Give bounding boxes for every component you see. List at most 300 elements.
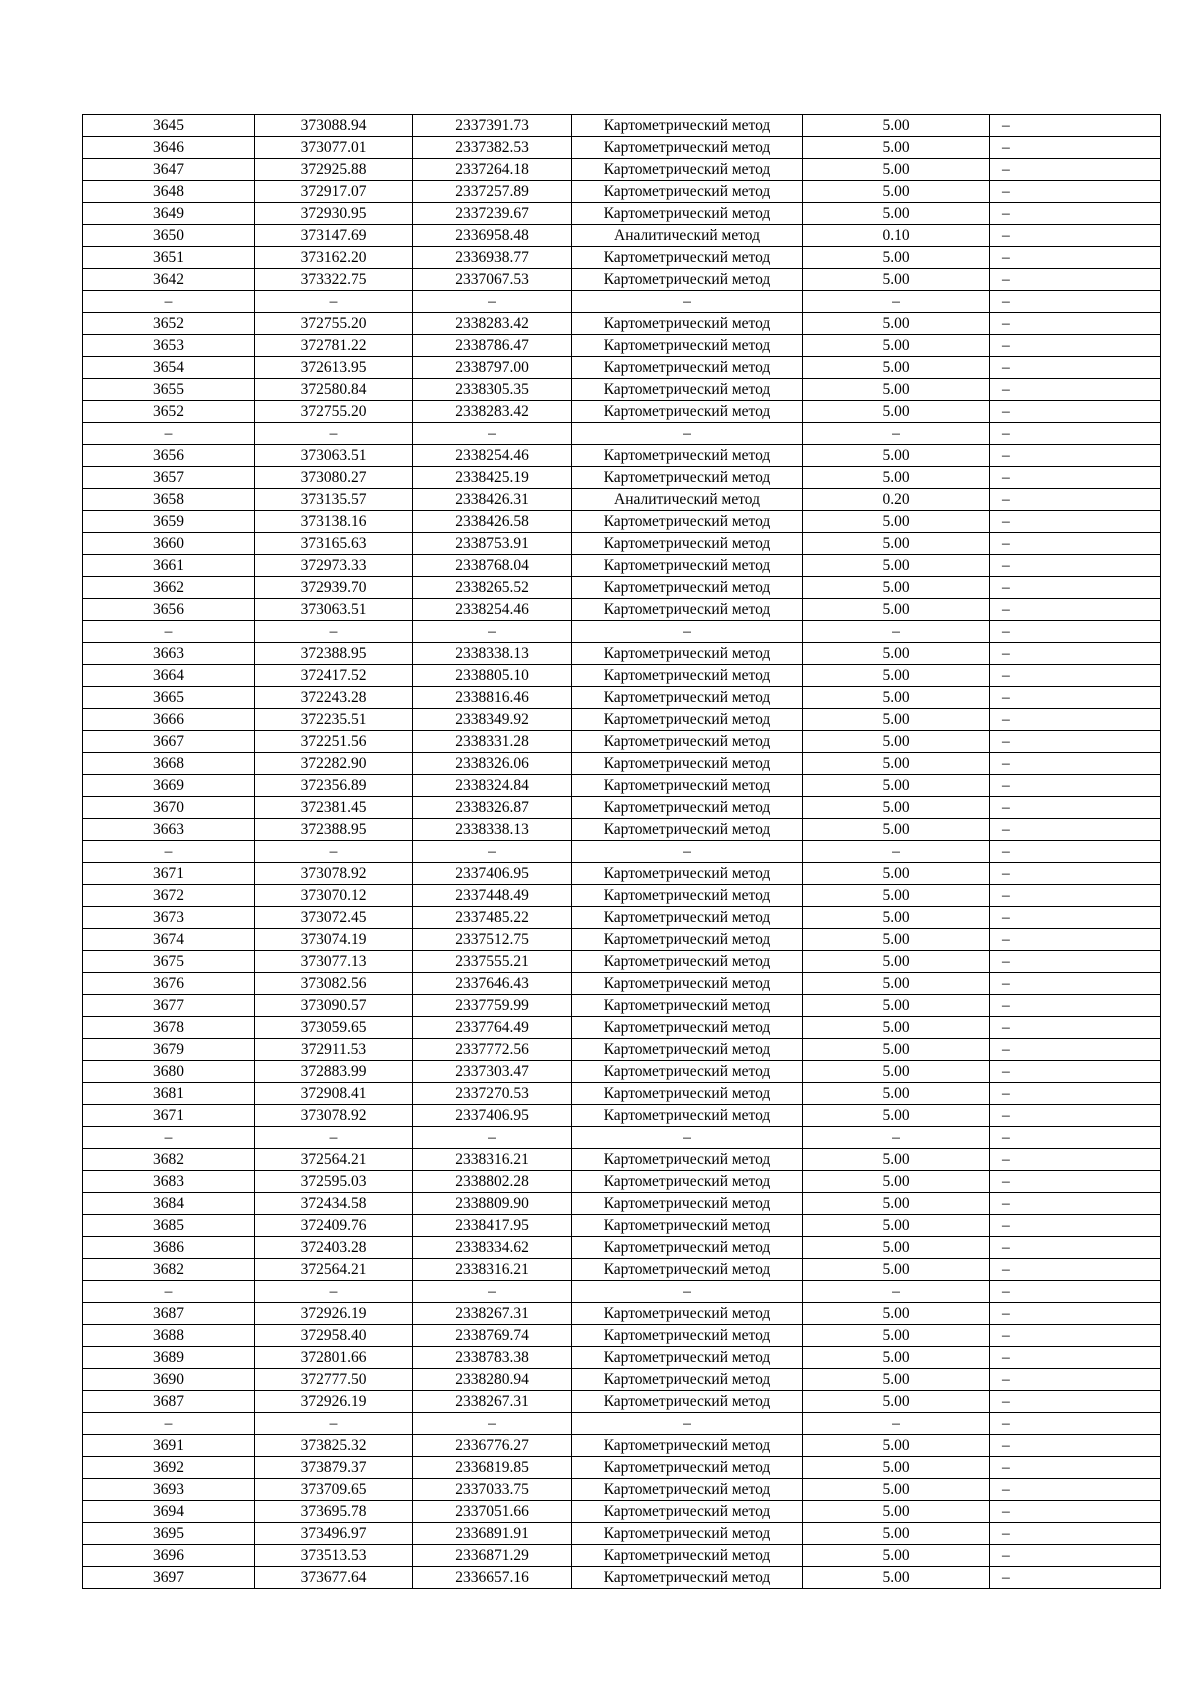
x-coordinate-cell: 373825.32 <box>255 1435 413 1457</box>
accuracy-cell: 5.00 <box>803 1435 990 1457</box>
method-cell: Картометрический метод <box>572 1347 803 1369</box>
table-row <box>83 1237 1161 1259</box>
note-cell: – <box>990 951 1161 973</box>
y-coordinate-cell: 2338316.21 <box>413 1149 572 1171</box>
method-cell: Картометрический метод <box>572 159 803 181</box>
x-coordinate-cell: 372595.03 <box>255 1171 413 1193</box>
accuracy-cell: 5.00 <box>803 1017 990 1039</box>
note-cell: – <box>990 423 1161 445</box>
y-coordinate-cell: 2338816.46 <box>413 687 572 709</box>
method-cell: Аналитический метод <box>572 225 803 247</box>
note-cell: – <box>990 819 1161 841</box>
point-number-cell: 3674 <box>83 929 255 951</box>
table-row <box>83 445 1161 467</box>
method-cell: Картометрический метод <box>572 687 803 709</box>
point-number-cell: 3668 <box>83 753 255 775</box>
accuracy-cell: 5.00 <box>803 115 990 137</box>
point-number-cell: 3672 <box>83 885 255 907</box>
table-row <box>83 159 1161 181</box>
point-number-cell: 3694 <box>83 1501 255 1523</box>
note-cell: – <box>990 225 1161 247</box>
y-coordinate-cell: 2337646.43 <box>413 973 572 995</box>
accuracy-cell: 5.00 <box>803 1369 990 1391</box>
method-cell: Картометрический метод <box>572 709 803 731</box>
x-coordinate-cell: 372755.20 <box>255 313 413 335</box>
y-coordinate-cell: – <box>413 291 572 313</box>
table-row <box>83 511 1161 533</box>
accuracy-cell: – <box>803 1413 990 1435</box>
method-cell: Картометрический метод <box>572 951 803 973</box>
note-cell: – <box>990 577 1161 599</box>
note-cell: – <box>990 181 1161 203</box>
method-cell: Картометрический метод <box>572 885 803 907</box>
x-coordinate-cell: 372777.50 <box>255 1369 413 1391</box>
x-coordinate-cell: 373496.97 <box>255 1523 413 1545</box>
y-coordinate-cell: 2337406.95 <box>413 863 572 885</box>
note-cell: – <box>990 1017 1161 1039</box>
x-coordinate-cell: 372930.95 <box>255 203 413 225</box>
method-cell: Картометрический метод <box>572 379 803 401</box>
method-cell: Картометрический метод <box>572 863 803 885</box>
x-coordinate-cell: – <box>255 1281 413 1303</box>
x-coordinate-cell: 373513.53 <box>255 1545 413 1567</box>
table-row <box>83 1435 1161 1457</box>
point-number-cell: – <box>83 1413 255 1435</box>
y-coordinate-cell: 2338786.47 <box>413 335 572 357</box>
point-number-cell: 3687 <box>83 1391 255 1413</box>
accuracy-cell: 5.00 <box>803 951 990 973</box>
accuracy-cell: 5.00 <box>803 599 990 621</box>
method-cell: Картометрический метод <box>572 599 803 621</box>
table-row <box>83 357 1161 379</box>
accuracy-cell: 5.00 <box>803 1259 990 1281</box>
x-coordinate-cell: 373072.45 <box>255 907 413 929</box>
accuracy-cell: 5.00 <box>803 1325 990 1347</box>
point-number-cell: 3695 <box>83 1523 255 1545</box>
method-cell: Картометрический метод <box>572 1083 803 1105</box>
accuracy-cell: 5.00 <box>803 1501 990 1523</box>
accuracy-cell: 5.00 <box>803 533 990 555</box>
method-cell: Картометрический метод <box>572 203 803 225</box>
y-coordinate-cell: 2338324.84 <box>413 775 572 797</box>
method-cell: – <box>572 1413 803 1435</box>
y-coordinate-cell: 2338331.28 <box>413 731 572 753</box>
point-number-cell: 3642 <box>83 269 255 291</box>
point-number-cell: 3655 <box>83 379 255 401</box>
point-number-cell: 3648 <box>83 181 255 203</box>
y-coordinate-cell: – <box>413 1281 572 1303</box>
point-number-cell: 3662 <box>83 577 255 599</box>
accuracy-cell: 5.00 <box>803 731 990 753</box>
accuracy-cell: 5.00 <box>803 159 990 181</box>
table-row <box>83 313 1161 335</box>
accuracy-cell: 5.00 <box>803 555 990 577</box>
y-coordinate-cell: 2336776.27 <box>413 1435 572 1457</box>
method-cell: Картометрический метод <box>572 929 803 951</box>
point-number-cell: 3646 <box>83 137 255 159</box>
table-row <box>83 1347 1161 1369</box>
accuracy-cell: – <box>803 423 990 445</box>
table-row <box>83 1567 1161 1589</box>
x-coordinate-cell: 373078.92 <box>255 863 413 885</box>
point-number-cell: 3680 <box>83 1061 255 1083</box>
accuracy-cell: 5.00 <box>803 665 990 687</box>
point-number-cell: 3692 <box>83 1457 255 1479</box>
x-coordinate-cell: 373077.13 <box>255 951 413 973</box>
note-cell: – <box>990 335 1161 357</box>
y-coordinate-cell: 2338280.94 <box>413 1369 572 1391</box>
point-number-cell: 3697 <box>83 1567 255 1589</box>
accuracy-cell: 5.00 <box>803 1215 990 1237</box>
table-row <box>83 929 1161 951</box>
x-coordinate-cell: 373138.16 <box>255 511 413 533</box>
point-number-cell: – <box>83 621 255 643</box>
table-row <box>83 1391 1161 1413</box>
note-cell: – <box>990 665 1161 687</box>
accuracy-cell: 5.00 <box>803 1237 990 1259</box>
y-coordinate-cell: 2338334.62 <box>413 1237 572 1259</box>
point-number-cell: 3664 <box>83 665 255 687</box>
y-coordinate-cell: 2338316.21 <box>413 1259 572 1281</box>
accuracy-cell: 0.20 <box>803 489 990 511</box>
point-number-cell: – <box>83 291 255 313</box>
x-coordinate-cell: 373074.19 <box>255 929 413 951</box>
method-cell: Картометрический метод <box>572 1215 803 1237</box>
x-coordinate-cell: 373709.65 <box>255 1479 413 1501</box>
point-number-cell: 3673 <box>83 907 255 929</box>
method-cell: Картометрический метод <box>572 1457 803 1479</box>
note-cell: – <box>990 1083 1161 1105</box>
point-number-cell: 3657 <box>83 467 255 489</box>
accuracy-cell: 5.00 <box>803 775 990 797</box>
note-cell: – <box>990 1523 1161 1545</box>
note-cell: – <box>990 1347 1161 1369</box>
method-cell: Картометрический метод <box>572 1523 803 1545</box>
x-coordinate-cell: 372381.45 <box>255 797 413 819</box>
y-coordinate-cell: – <box>413 621 572 643</box>
table-row <box>83 797 1161 819</box>
y-coordinate-cell: 2336657.16 <box>413 1567 572 1589</box>
accuracy-cell: 5.00 <box>803 577 990 599</box>
x-coordinate-cell: – <box>255 621 413 643</box>
note-cell: – <box>990 621 1161 643</box>
point-number-cell: 3670 <box>83 797 255 819</box>
method-cell: Картометрический метод <box>572 401 803 423</box>
y-coordinate-cell: 2336819.85 <box>413 1457 572 1479</box>
accuracy-cell: 5.00 <box>803 1523 990 1545</box>
table-row <box>83 335 1161 357</box>
note-cell: – <box>990 1457 1161 1479</box>
y-coordinate-cell: 2338267.31 <box>413 1391 572 1413</box>
method-cell: Картометрический метод <box>572 445 803 467</box>
point-number-cell: 3654 <box>83 357 255 379</box>
y-coordinate-cell: 2338326.87 <box>413 797 572 819</box>
point-number-cell: 3690 <box>83 1369 255 1391</box>
y-coordinate-cell: 2338797.00 <box>413 357 572 379</box>
y-coordinate-cell: 2338349.92 <box>413 709 572 731</box>
y-coordinate-cell: 2336891.91 <box>413 1523 572 1545</box>
point-number-cell: 3677 <box>83 995 255 1017</box>
accuracy-cell: 5.00 <box>803 1171 990 1193</box>
method-cell: Картометрический метод <box>572 1479 803 1501</box>
x-coordinate-cell: 373080.27 <box>255 467 413 489</box>
y-coordinate-cell: 2338426.58 <box>413 511 572 533</box>
note-cell: – <box>990 797 1161 819</box>
method-cell: Картометрический метод <box>572 1171 803 1193</box>
table-row <box>83 291 1161 313</box>
point-number-cell: – <box>83 1281 255 1303</box>
table-row <box>83 379 1161 401</box>
method-cell: – <box>572 621 803 643</box>
method-cell: Картометрический метод <box>572 1545 803 1567</box>
table-row <box>83 1061 1161 1083</box>
note-cell: – <box>990 973 1161 995</box>
note-cell: – <box>990 555 1161 577</box>
x-coordinate-cell: 373077.01 <box>255 137 413 159</box>
table-row <box>83 1215 1161 1237</box>
accuracy-cell: 5.00 <box>803 1039 990 1061</box>
accuracy-cell: – <box>803 841 990 863</box>
method-cell: Аналитический метод <box>572 489 803 511</box>
method-cell: Картометрический метод <box>572 181 803 203</box>
point-number-cell: 3678 <box>83 1017 255 1039</box>
accuracy-cell: 5.00 <box>803 1193 990 1215</box>
x-coordinate-cell: 372801.66 <box>255 1347 413 1369</box>
accuracy-cell: 5.00 <box>803 181 990 203</box>
note-cell: – <box>990 467 1161 489</box>
accuracy-cell: 5.00 <box>803 379 990 401</box>
point-number-cell: 3650 <box>83 225 255 247</box>
table-row <box>83 643 1161 665</box>
x-coordinate-cell: 372925.88 <box>255 159 413 181</box>
accuracy-cell: – <box>803 1127 990 1149</box>
note-cell: – <box>990 1413 1161 1435</box>
y-coordinate-cell: 2337555.21 <box>413 951 572 973</box>
note-cell: – <box>990 1281 1161 1303</box>
y-coordinate-cell: 2338338.13 <box>413 819 572 841</box>
table-row <box>83 687 1161 709</box>
y-coordinate-cell: 2337270.53 <box>413 1083 572 1105</box>
table-row <box>83 819 1161 841</box>
method-cell: Картометрический метод <box>572 753 803 775</box>
note-cell: – <box>990 1215 1161 1237</box>
accuracy-cell: 5.00 <box>803 929 990 951</box>
point-number-cell: 3685 <box>83 1215 255 1237</box>
table-row <box>83 1281 1161 1303</box>
y-coordinate-cell: 2337772.56 <box>413 1039 572 1061</box>
method-cell: Картометрический метод <box>572 1105 803 1127</box>
y-coordinate-cell: 2337239.67 <box>413 203 572 225</box>
method-cell: – <box>572 423 803 445</box>
x-coordinate-cell: 372781.22 <box>255 335 413 357</box>
table-row <box>83 423 1161 445</box>
accuracy-cell: 5.00 <box>803 1479 990 1501</box>
table-row <box>83 863 1161 885</box>
point-number-cell: 3675 <box>83 951 255 973</box>
x-coordinate-cell: 372434.58 <box>255 1193 413 1215</box>
method-cell: Картометрический метод <box>572 775 803 797</box>
point-number-cell: 3696 <box>83 1545 255 1567</box>
y-coordinate-cell: 2338802.28 <box>413 1171 572 1193</box>
method-cell: Картометрический метод <box>572 1061 803 1083</box>
accuracy-cell: 5.00 <box>803 797 990 819</box>
x-coordinate-cell: 372883.99 <box>255 1061 413 1083</box>
table-row <box>83 181 1161 203</box>
accuracy-cell: 5.00 <box>803 1061 990 1083</box>
table-row <box>83 709 1161 731</box>
note-cell: – <box>990 401 1161 423</box>
method-cell: Картометрический метод <box>572 731 803 753</box>
x-coordinate-cell: 373063.51 <box>255 599 413 621</box>
table-row <box>83 995 1161 1017</box>
method-cell: Картометрический метод <box>572 1567 803 1589</box>
accuracy-cell: 5.00 <box>803 1303 990 1325</box>
table-row <box>83 1413 1161 1435</box>
method-cell: Картометрический метод <box>572 1325 803 1347</box>
y-coordinate-cell: 2337382.53 <box>413 137 572 159</box>
y-coordinate-cell: 2338326.06 <box>413 753 572 775</box>
note-cell: – <box>990 1435 1161 1457</box>
note-cell: – <box>990 687 1161 709</box>
y-coordinate-cell: 2336871.29 <box>413 1545 572 1567</box>
x-coordinate-cell: 372917.07 <box>255 181 413 203</box>
method-cell: Картометрический метод <box>572 1039 803 1061</box>
note-cell: – <box>990 159 1161 181</box>
table-row <box>83 1171 1161 1193</box>
note-cell: – <box>990 1391 1161 1413</box>
y-coordinate-cell: 2338426.31 <box>413 489 572 511</box>
x-coordinate-cell: 373082.56 <box>255 973 413 995</box>
table-row <box>83 225 1161 247</box>
note-cell: – <box>990 1193 1161 1215</box>
accuracy-cell: 0.10 <box>803 225 990 247</box>
table-row <box>83 533 1161 555</box>
table-row <box>83 775 1161 797</box>
method-cell: Картометрический метод <box>572 1391 803 1413</box>
note-cell: – <box>990 1479 1161 1501</box>
y-coordinate-cell: 2337067.53 <box>413 269 572 291</box>
table-row <box>83 1523 1161 1545</box>
table-row <box>83 137 1161 159</box>
note-cell: – <box>990 379 1161 401</box>
point-number-cell: 3682 <box>83 1149 255 1171</box>
accuracy-cell: 5.00 <box>803 687 990 709</box>
y-coordinate-cell: 2338254.46 <box>413 599 572 621</box>
point-number-cell: 3688 <box>83 1325 255 1347</box>
point-number-cell: 3689 <box>83 1347 255 1369</box>
point-number-cell: 3649 <box>83 203 255 225</box>
table-row <box>83 467 1161 489</box>
x-coordinate-cell: 372973.33 <box>255 555 413 577</box>
accuracy-cell: 5.00 <box>803 753 990 775</box>
x-coordinate-cell: 373078.92 <box>255 1105 413 1127</box>
y-coordinate-cell: 2337512.75 <box>413 929 572 951</box>
note-cell: – <box>990 731 1161 753</box>
point-number-cell: 3687 <box>83 1303 255 1325</box>
accuracy-cell: 5.00 <box>803 335 990 357</box>
method-cell: – <box>572 841 803 863</box>
method-cell: Картометрический метод <box>572 995 803 1017</box>
table-row <box>83 1083 1161 1105</box>
accuracy-cell: 5.00 <box>803 907 990 929</box>
point-number-cell: 3653 <box>83 335 255 357</box>
table-row <box>83 1017 1161 1039</box>
accuracy-cell: 5.00 <box>803 1347 990 1369</box>
point-number-cell: 3665 <box>83 687 255 709</box>
note-cell: – <box>990 511 1161 533</box>
x-coordinate-cell: 373147.69 <box>255 225 413 247</box>
point-number-cell: 3681 <box>83 1083 255 1105</box>
accuracy-cell: 5.00 <box>803 995 990 1017</box>
x-coordinate-cell: 373070.12 <box>255 885 413 907</box>
method-cell: Картометрический метод <box>572 907 803 929</box>
y-coordinate-cell: 2338425.19 <box>413 467 572 489</box>
method-cell: – <box>572 1281 803 1303</box>
x-coordinate-cell: 372388.95 <box>255 643 413 665</box>
accuracy-cell: 5.00 <box>803 709 990 731</box>
y-coordinate-cell: 2337264.18 <box>413 159 572 181</box>
x-coordinate-cell: 372356.89 <box>255 775 413 797</box>
x-coordinate-cell: 372251.56 <box>255 731 413 753</box>
method-cell: Картометрический метод <box>572 1259 803 1281</box>
method-cell: Картометрический метод <box>572 973 803 995</box>
y-coordinate-cell: 2337051.66 <box>413 1501 572 1523</box>
accuracy-cell: 5.00 <box>803 247 990 269</box>
accuracy-cell: 5.00 <box>803 401 990 423</box>
method-cell: Картометрический метод <box>572 1149 803 1171</box>
table-row <box>83 1105 1161 1127</box>
method-cell: Картометрический метод <box>572 1193 803 1215</box>
point-number-cell: 3660 <box>83 533 255 555</box>
note-cell: – <box>990 247 1161 269</box>
method-cell: Картометрический метод <box>572 1369 803 1391</box>
point-number-cell: 3651 <box>83 247 255 269</box>
point-number-cell: 3683 <box>83 1171 255 1193</box>
point-number-cell: – <box>83 1127 255 1149</box>
y-coordinate-cell: 2338254.46 <box>413 445 572 467</box>
point-number-cell: 3652 <box>83 401 255 423</box>
accuracy-cell: 5.00 <box>803 203 990 225</box>
method-cell: Картометрический метод <box>572 313 803 335</box>
note-cell: – <box>990 775 1161 797</box>
x-coordinate-cell: 373063.51 <box>255 445 413 467</box>
table-row <box>83 951 1161 973</box>
table-row <box>83 907 1161 929</box>
x-coordinate-cell: 372403.28 <box>255 1237 413 1259</box>
method-cell: Картометрический метод <box>572 1303 803 1325</box>
accuracy-cell: 5.00 <box>803 863 990 885</box>
point-number-cell: 3693 <box>83 1479 255 1501</box>
table-row <box>83 973 1161 995</box>
table-row <box>83 1193 1161 1215</box>
note-cell: – <box>990 1127 1161 1149</box>
note-cell: – <box>990 1259 1161 1281</box>
y-coordinate-cell: 2338805.10 <box>413 665 572 687</box>
note-cell: – <box>990 753 1161 775</box>
y-coordinate-cell: 2338769.74 <box>413 1325 572 1347</box>
point-number-cell: – <box>83 423 255 445</box>
table-row <box>83 1259 1161 1281</box>
point-number-cell: 3658 <box>83 489 255 511</box>
x-coordinate-cell: 372908.41 <box>255 1083 413 1105</box>
note-cell: – <box>990 907 1161 929</box>
table-row <box>83 1501 1161 1523</box>
point-number-cell: 3659 <box>83 511 255 533</box>
accuracy-cell: 5.00 <box>803 511 990 533</box>
x-coordinate-cell: 372580.84 <box>255 379 413 401</box>
y-coordinate-cell: 2338768.04 <box>413 555 572 577</box>
y-coordinate-cell: 2337391.73 <box>413 115 572 137</box>
